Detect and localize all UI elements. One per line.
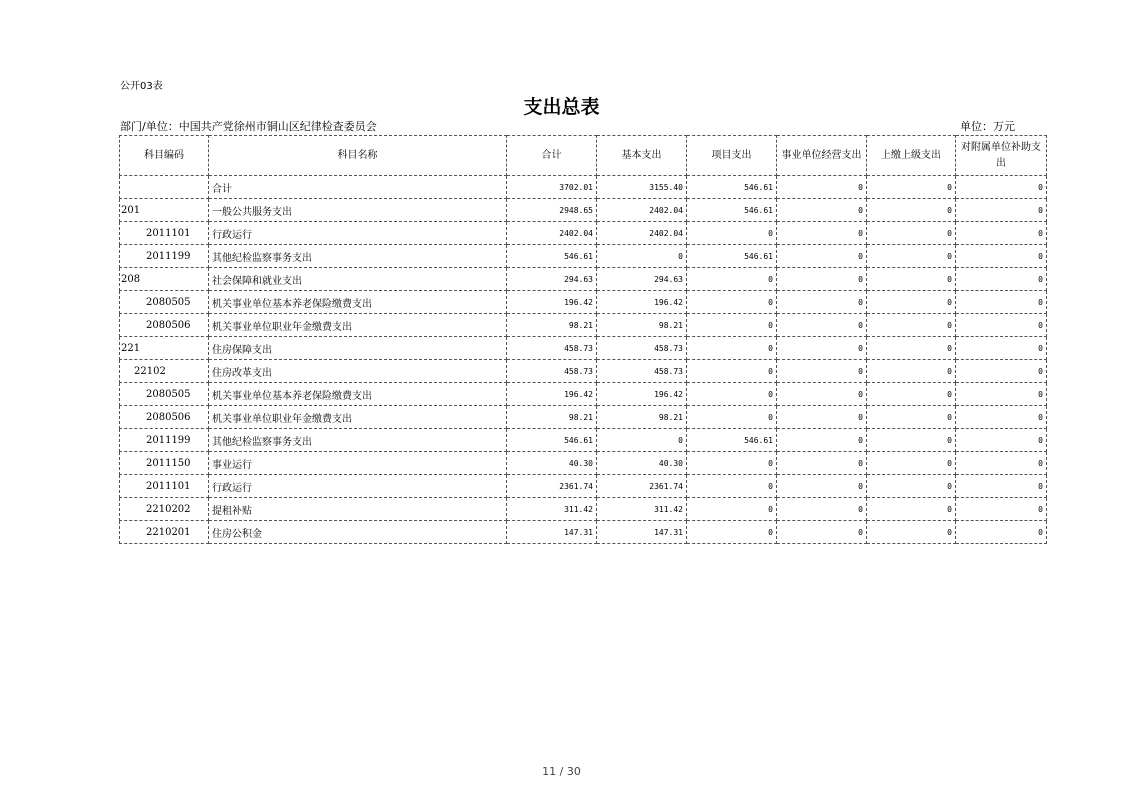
cell-total: 147.31 [507, 521, 597, 544]
table-row [120, 383, 1047, 406]
cell-total: 2402.04 [507, 222, 597, 245]
cell-basic: 0 [597, 245, 687, 268]
page-title: 支出总表 [523, 96, 600, 118]
page-number: 11 / 30 [542, 765, 581, 778]
cell-code: 2210201 [120, 521, 209, 544]
cell-project: 546.61 [687, 245, 777, 268]
cell-subsidy: 0 [956, 245, 1047, 268]
cell-name: 行政运行 [209, 475, 507, 498]
cell-code: 2210202 [120, 498, 209, 521]
cell-name: 提租补贴 [209, 498, 507, 521]
table-row [120, 222, 1047, 245]
cell-upper: 0 [867, 291, 956, 314]
cell-total: 98.21 [507, 406, 597, 429]
cell-project: 546.61 [687, 176, 777, 199]
cell-code: 2011199 [120, 245, 209, 268]
cell-business: 0 [777, 475, 867, 498]
table-row [120, 291, 1047, 314]
cell-project: 546.61 [687, 429, 777, 452]
cell-business: 0 [777, 314, 867, 337]
cell-project: 0 [687, 314, 777, 337]
cell-name: 一般公共服务支出 [209, 199, 507, 222]
cell-upper: 0 [867, 498, 956, 521]
cell-upper: 0 [867, 475, 956, 498]
cell-subsidy: 0 [956, 452, 1047, 475]
cell-name: 住房改革支出 [209, 360, 507, 383]
cell-business: 0 [777, 245, 867, 268]
cell-name: 住房公积金 [209, 521, 507, 544]
cell-business: 0 [777, 291, 867, 314]
cell-total: 196.42 [507, 383, 597, 406]
cell-business: 0 [777, 452, 867, 475]
col-header-project: 项目支出 [687, 136, 777, 176]
cell-code: 2011101 [120, 475, 209, 498]
cell-total: 2361.74 [507, 475, 597, 498]
cell-business: 0 [777, 406, 867, 429]
col-header-name: 科目名称 [209, 136, 507, 176]
cell-code: 2080506 [120, 314, 209, 337]
cell-business: 0 [777, 383, 867, 406]
cell-total: 458.73 [507, 337, 597, 360]
cell-subsidy: 0 [956, 337, 1047, 360]
cell-subsidy: 0 [956, 406, 1047, 429]
cell-total: 294.63 [507, 268, 597, 291]
cell-total: 40.30 [507, 452, 597, 475]
form-number: 公开03表 [120, 81, 163, 92]
cell-upper: 0 [867, 406, 956, 429]
cell-upper: 0 [867, 199, 956, 222]
cell-subsidy: 0 [956, 360, 1047, 383]
cell-business: 0 [777, 521, 867, 544]
cell-total: 311.42 [507, 498, 597, 521]
cell-basic: 2361.74 [597, 475, 687, 498]
cell-business: 0 [777, 268, 867, 291]
cell-code: 221 [120, 337, 209, 360]
cell-name: 机关事业单位基本养老保险缴费支出 [209, 291, 507, 314]
cell-basic: 458.73 [597, 337, 687, 360]
cell-subsidy: 0 [956, 314, 1047, 337]
cell-code: 22102 [120, 360, 209, 383]
cell-name: 住房保障支出 [209, 337, 507, 360]
cell-project: 0 [687, 452, 777, 475]
cell-project: 0 [687, 475, 777, 498]
table-row [120, 199, 1047, 222]
cell-name: 行政运行 [209, 222, 507, 245]
cell-business: 0 [777, 429, 867, 452]
cell-upper: 0 [867, 360, 956, 383]
table-row [120, 521, 1047, 544]
cell-code: 208 [120, 268, 209, 291]
cell-name: 事业运行 [209, 452, 507, 475]
cell-upper: 0 [867, 222, 956, 245]
cell-basic: 196.42 [597, 383, 687, 406]
cell-project: 0 [687, 222, 777, 245]
cell-name: 合计 [209, 176, 507, 199]
cell-project: 0 [687, 383, 777, 406]
col-header-code: 科目编码 [120, 136, 209, 176]
table-row [120, 268, 1047, 291]
cell-business: 0 [777, 222, 867, 245]
col-header-total: 合计 [507, 136, 597, 176]
cell-upper: 0 [867, 429, 956, 452]
cell-upper: 0 [867, 383, 956, 406]
table-row [120, 498, 1047, 521]
col-header-basic: 基本支出 [597, 136, 687, 176]
cell-subsidy: 0 [956, 383, 1047, 406]
cell-basic: 3155.40 [597, 176, 687, 199]
cell-business: 0 [777, 498, 867, 521]
cell-name: 其他纪检监察事务支出 [209, 429, 507, 452]
table-row [120, 176, 1047, 199]
cell-subsidy: 0 [956, 475, 1047, 498]
cell-basic: 98.21 [597, 314, 687, 337]
cell-project: 0 [687, 406, 777, 429]
cell-name: 其他纪检监察事务支出 [209, 245, 507, 268]
unit-label: 单位：万元 [960, 120, 1015, 133]
cell-total: 196.42 [507, 291, 597, 314]
cell-basic: 0 [597, 429, 687, 452]
col-header-business: 事业单位经营支出 [777, 136, 867, 176]
table-row [120, 452, 1047, 475]
cell-upper: 0 [867, 176, 956, 199]
cell-basic: 294.63 [597, 268, 687, 291]
cell-subsidy: 0 [956, 429, 1047, 452]
cell-total: 458.73 [507, 360, 597, 383]
cell-basic: 40.30 [597, 452, 687, 475]
table-row [120, 360, 1047, 383]
cell-basic: 147.31 [597, 521, 687, 544]
cell-business: 0 [777, 199, 867, 222]
cell-project: 0 [687, 360, 777, 383]
cell-project: 0 [687, 337, 777, 360]
cell-subsidy: 0 [956, 498, 1047, 521]
cell-business: 0 [777, 337, 867, 360]
cell-total: 3702.01 [507, 176, 597, 199]
table-row [120, 429, 1047, 452]
cell-upper: 0 [867, 521, 956, 544]
cell-basic: 2402.04 [597, 199, 687, 222]
cell-basic: 98.21 [597, 406, 687, 429]
cell-upper: 0 [867, 245, 956, 268]
cell-upper: 0 [867, 268, 956, 291]
cell-project: 0 [687, 498, 777, 521]
cell-name: 社会保障和就业支出 [209, 268, 507, 291]
table-row [120, 245, 1047, 268]
table-row [120, 406, 1047, 429]
table-body [120, 176, 1047, 544]
cell-subsidy: 0 [956, 222, 1047, 245]
cell-subsidy: 0 [956, 268, 1047, 291]
table-row [120, 475, 1047, 498]
cell-basic: 2402.04 [597, 222, 687, 245]
cell-total: 98.21 [507, 314, 597, 337]
cell-upper: 0 [867, 314, 956, 337]
cell-code: 201 [120, 199, 209, 222]
cell-subsidy: 0 [956, 199, 1047, 222]
cell-code: 2080505 [120, 291, 209, 314]
table-row [120, 337, 1047, 360]
cell-subsidy: 0 [956, 521, 1047, 544]
cell-code: 2080505 [120, 383, 209, 406]
cell-subsidy: 0 [956, 291, 1047, 314]
cell-total: 2948.65 [507, 199, 597, 222]
cell-project: 0 [687, 291, 777, 314]
cell-code: 2011101 [120, 222, 209, 245]
cell-basic: 458.73 [597, 360, 687, 383]
cell-subsidy: 0 [956, 176, 1047, 199]
cell-name: 机关事业单位职业年金缴费支出 [209, 314, 507, 337]
expenditure-table [119, 135, 1047, 544]
cell-code: 2011199 [120, 429, 209, 452]
cell-business: 0 [777, 176, 867, 199]
cell-total: 546.61 [507, 429, 597, 452]
cell-code: 2011150 [120, 452, 209, 475]
col-header-upper: 上缴上级支出 [867, 136, 956, 176]
cell-name: 机关事业单位职业年金缴费支出 [209, 406, 507, 429]
cell-project: 0 [687, 268, 777, 291]
cell-business: 0 [777, 360, 867, 383]
col-header-subsidy: 对附属单位补助支出 [956, 136, 1047, 176]
cell-basic: 311.42 [597, 498, 687, 521]
cell-code: 2080506 [120, 406, 209, 429]
cell-total: 546.61 [507, 245, 597, 268]
cell-upper: 0 [867, 452, 956, 475]
cell-upper: 0 [867, 337, 956, 360]
cell-code [120, 176, 209, 199]
department-label: 部门/单位：中国共产党徐州市铜山区纪律检查委员会 [120, 120, 377, 133]
cell-basic: 196.42 [597, 291, 687, 314]
table-header-row [120, 136, 1047, 176]
cell-project: 0 [687, 521, 777, 544]
table-row [120, 314, 1047, 337]
cell-project: 546.61 [687, 199, 777, 222]
cell-name: 机关事业单位基本养老保险缴费支出 [209, 383, 507, 406]
